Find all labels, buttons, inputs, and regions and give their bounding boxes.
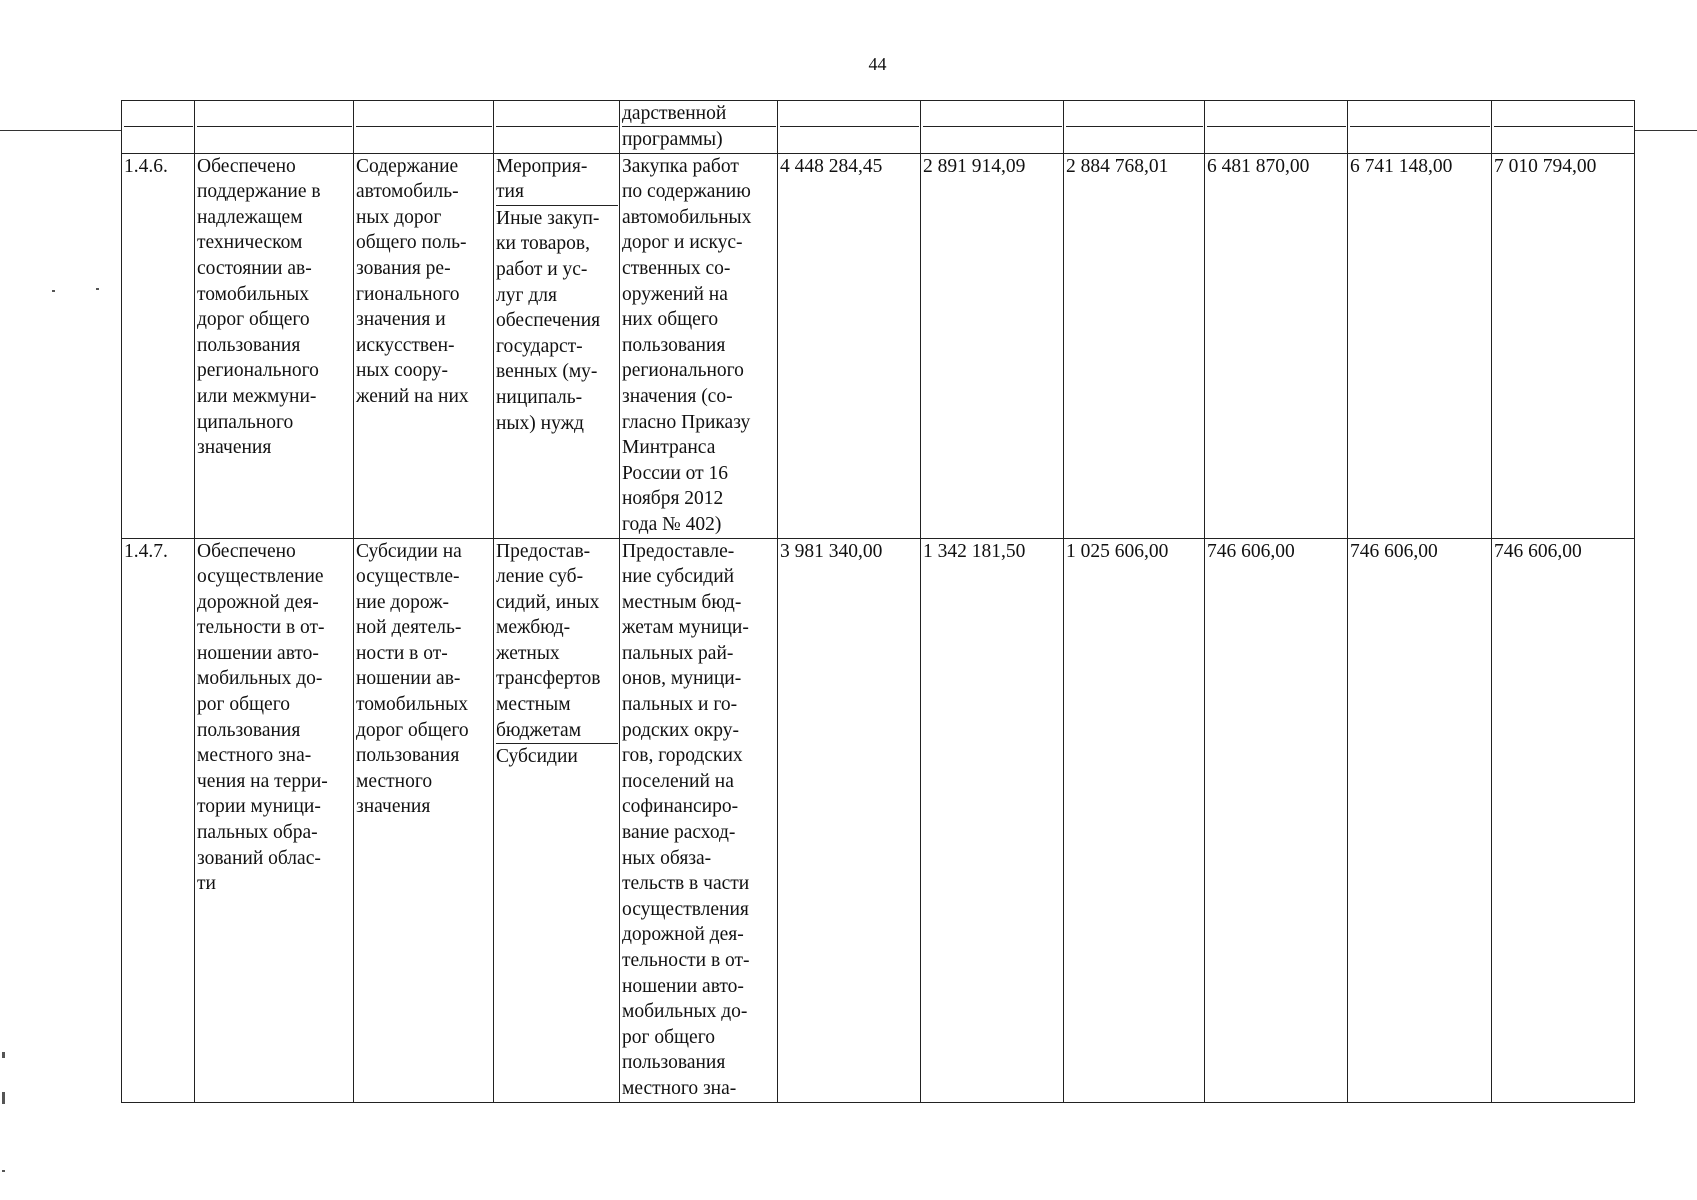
text-line: Мероприя- [496, 155, 588, 177]
cell-empty [354, 101, 494, 154]
text-line: осуществление [197, 566, 324, 588]
text-line: чения на терри- [197, 770, 328, 792]
text-line: ки товаров, [496, 233, 590, 255]
text-line: ношении авто- [622, 975, 744, 997]
text-line: Предостав- [496, 540, 591, 562]
continuation-row [122, 101, 1635, 154]
text-line: вание расход- [622, 822, 736, 844]
activity-text [356, 539, 492, 821]
text-line: гов, городских [622, 745, 743, 767]
text-line: софинансиро- [622, 796, 739, 818]
result-text [197, 154, 352, 461]
scan-speck [96, 288, 99, 290]
cell-activity [354, 538, 494, 1102]
cell-empty [778, 101, 921, 154]
text-line: ственных со- [622, 257, 731, 279]
text-line: тия [496, 181, 524, 203]
cell-description-continuation [620, 101, 778, 154]
text-line: поселений на [622, 770, 734, 792]
cell-value-6: 746 606,00 [1492, 538, 1635, 1102]
text-line: тельности в от- [622, 950, 750, 971]
cell-description [620, 153, 778, 538]
text-line: Иные закуп- [496, 207, 600, 229]
text-line: ципального [197, 411, 294, 433]
scan-speck [2, 1092, 5, 1104]
cell-value-2: 1 342 181,50 [921, 538, 1064, 1102]
cell-value-3: 1 025 606,00 [1064, 538, 1205, 1102]
text-line: Обеспечено [197, 155, 296, 177]
text-line: пользования [356, 745, 460, 767]
text-line: жетам муници- [622, 617, 749, 639]
activity-text [356, 154, 492, 410]
text-line: тории муници- [197, 796, 321, 818]
text-line: родских окру- [622, 719, 740, 741]
text-line: оружений на [622, 283, 728, 305]
text-line: трансфертов [496, 668, 601, 690]
cell-empty [1205, 101, 1348, 154]
text-line: сидий, иных [496, 591, 600, 613]
cell-empty [1348, 101, 1492, 154]
type-part-2 [496, 744, 618, 770]
text-line: дорог и искус- [622, 232, 743, 254]
text-line: регионального [622, 360, 744, 382]
text-line: дорожной дея- [197, 591, 319, 613]
cell-value-4: 6 481 870,00 [1205, 153, 1348, 538]
text-line: ных соору- [356, 360, 449, 382]
text-line: местного зна- [622, 1077, 737, 1099]
cell-type [494, 153, 620, 538]
text-line: искусствен- [356, 334, 455, 356]
text-line: Предоставле- [622, 540, 735, 562]
text-line: местного [356, 770, 433, 792]
result-text [197, 539, 352, 897]
cell-value-4: 746 606,00 [1205, 538, 1348, 1102]
text-line: дорог общего [197, 309, 310, 331]
text-line: регионального [197, 360, 319, 382]
text-line: Субсидии [496, 746, 578, 768]
text-line: онов, муници- [622, 668, 742, 690]
text-line: ние дорож- [356, 591, 450, 613]
cell-value-5: 6 741 148,00 [1348, 153, 1492, 538]
text-line: государст- [496, 335, 583, 357]
table-row-1-4-6 [122, 153, 1635, 538]
text-line: ной деятель- [356, 617, 462, 639]
cell-value-3: 2 884 768,01 [1064, 153, 1205, 538]
text-line: осуществле- [356, 566, 460, 588]
text-line: межбюд- [496, 617, 571, 639]
text-line: программы) [622, 129, 723, 150]
text-line: России от 16 [622, 462, 729, 484]
text-line: значения [356, 796, 431, 818]
text-line: рог общего [197, 694, 290, 716]
cell-empty [122, 101, 195, 154]
text-line: жений на них [356, 385, 469, 407]
cell-type [494, 538, 620, 1102]
text-line: пользования [197, 334, 301, 356]
text-line: значения и [356, 309, 446, 331]
text-line: пользования [622, 1052, 726, 1074]
text-line: гионального [356, 283, 460, 305]
right-margin-rule [1635, 130, 1697, 131]
text-line: мобильных до- [197, 668, 323, 690]
text-line: Минтранса [622, 437, 716, 459]
text-line: состоянии ав- [197, 257, 312, 279]
cell-result [195, 153, 354, 538]
text-line: общего поль- [356, 232, 467, 254]
text-line: местным бюд- [622, 591, 742, 613]
text-line: обеспечения [496, 310, 601, 332]
text-line: пользования [197, 719, 301, 741]
cell-value-5: 746 606,00 [1348, 538, 1492, 1102]
description-text [622, 539, 776, 1102]
cell-value-6: 7 010 794,00 [1492, 153, 1635, 538]
text-line: местного зна- [197, 745, 312, 767]
text-line: ноября 2012 [622, 488, 724, 510]
text-line: техническом [197, 232, 303, 254]
text-line: пальных обра- [197, 822, 318, 844]
text-line: ных обяза- [622, 847, 712, 869]
text-line: значения (со- [622, 385, 733, 407]
cell-description [620, 538, 778, 1102]
text-line: работ и ус- [496, 258, 588, 280]
text-line: пользования [622, 334, 726, 356]
text-line: них общего [622, 309, 719, 331]
cell-value-2: 2 891 914,09 [921, 153, 1064, 538]
text-line: томобильных [197, 283, 310, 305]
text-line: венных (му- [496, 361, 598, 383]
text-line: ных) нужд [496, 412, 584, 434]
text-line: поддержание в [197, 181, 321, 203]
text-line: пальных рай- [622, 642, 734, 664]
text-line: ние субсидий [622, 566, 735, 588]
text-line: Субсидии на [356, 540, 462, 562]
program-measures-table [121, 100, 1635, 1103]
text-line: автомобиль- [356, 181, 459, 203]
text-line: рог общего [622, 1026, 715, 1048]
description-text [622, 154, 776, 538]
text-line: Содержание [356, 155, 459, 177]
cell-activity [354, 153, 494, 538]
cell-empty [1064, 101, 1205, 154]
text-line: ных дорог [356, 206, 442, 228]
text-line: ти [197, 873, 216, 895]
text-line: по содержанию [622, 181, 751, 203]
text-line: дарственной [622, 103, 727, 124]
text-line: жетных [496, 642, 560, 664]
text-line: местным [496, 694, 571, 716]
text-line: гласно Приказу [622, 411, 751, 433]
cell-empty [1492, 101, 1635, 154]
text-line: года № 402) [622, 513, 722, 535]
text-line: ниципаль- [496, 386, 583, 408]
scan-speck [52, 290, 55, 292]
cell-result [195, 538, 354, 1102]
cell-code: 1.4.7. [122, 538, 195, 1102]
text-line: дорожной дея- [622, 924, 744, 946]
text-line: зований облас- [197, 847, 321, 869]
text-line: значения [197, 437, 272, 459]
text-line: луг для [496, 284, 557, 306]
text-line: тельности в от- [197, 617, 325, 639]
text-line: мобильных до- [622, 1001, 748, 1023]
text-line: автомобильных [622, 206, 752, 228]
scan-speck [2, 1052, 5, 1058]
text-line: дорог общего [356, 719, 469, 741]
type-part-2 [496, 206, 618, 436]
text-line: томобильных [356, 694, 469, 716]
text-line: ности в от- [356, 642, 448, 664]
cell-value-1: 4 448 284,45 [778, 153, 921, 538]
text-line: тельств в части [622, 873, 750, 895]
text-line: ление суб- [496, 566, 584, 588]
table-row-1-4-7 [122, 538, 1635, 1102]
text-line: ношении авто- [197, 642, 319, 664]
text-line: осуществления [622, 898, 749, 920]
text-line: Закупка работ [622, 155, 739, 177]
text-line: Обеспечено [197, 540, 296, 562]
cell-code: 1.4.6. [122, 153, 195, 538]
cell-empty [195, 101, 354, 154]
cell-empty [494, 101, 620, 154]
text-line: ношении ав- [356, 668, 461, 690]
text-line: или межмуни- [197, 385, 317, 407]
page-number: 44 [868, 54, 887, 74]
type-part-1 [496, 154, 618, 206]
scan-speck [2, 1170, 5, 1172]
cell-value-1: 3 981 340,00 [778, 538, 921, 1102]
text-line: зования ре- [356, 257, 451, 279]
left-margin-rule [0, 130, 122, 131]
text-line: бюджетам [496, 719, 582, 741]
type-part-1 [496, 539, 618, 745]
text-line: надлежащем [197, 206, 303, 228]
cell-empty [921, 101, 1064, 154]
text-line: пальных и го- [622, 694, 738, 716]
